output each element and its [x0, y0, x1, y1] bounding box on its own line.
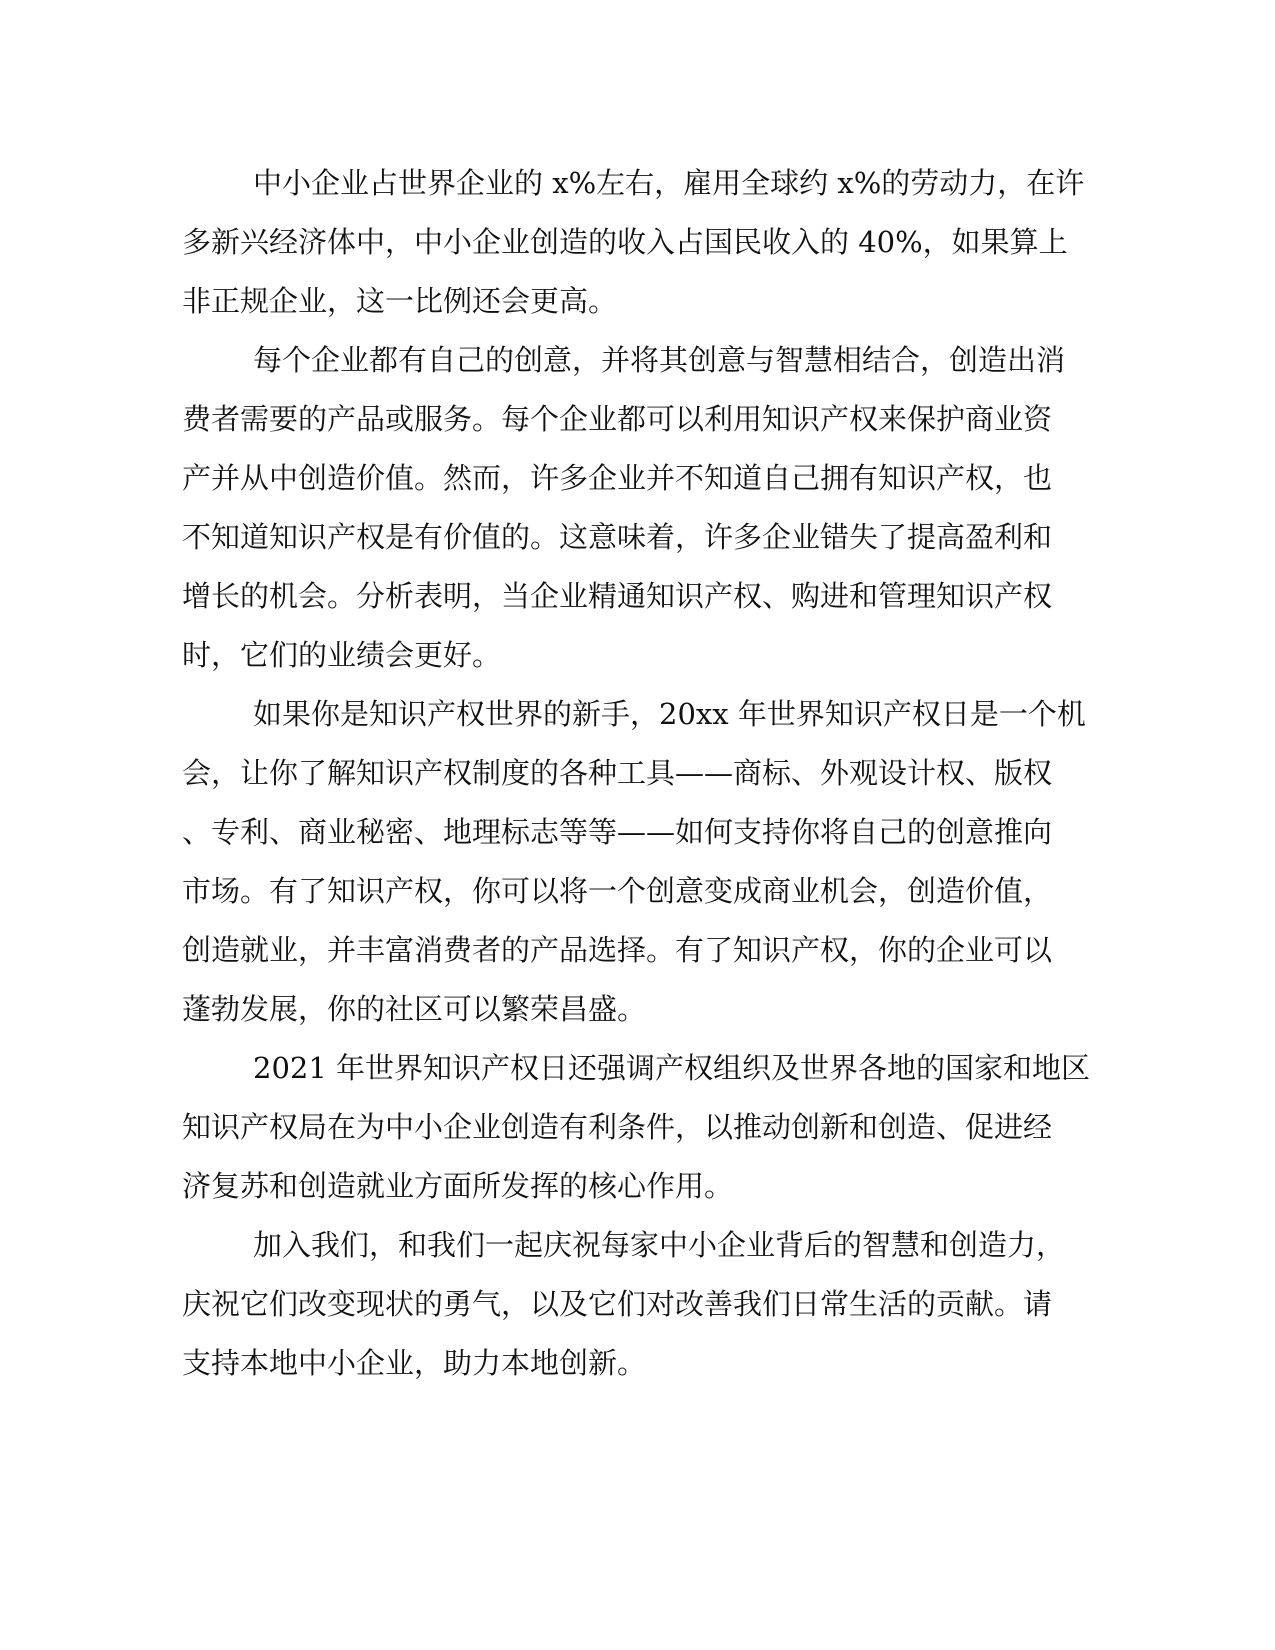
paragraph-line: 不知道知识产权是有价值的。这意味着，许多企业错失了提高盈利和: [182, 520, 1053, 554]
paragraph-line: 多新兴经济体中，中小企业创造的收入占国民收入的 40%，如果算上: [182, 225, 1068, 259]
paragraph-line: 知识产权局在为中小企业创造有利条件，以推动创新和创造、促进经: [182, 1110, 1053, 1144]
paragraph-line: 、专利、商业秘密、地理标志等等——如何支持你将自己的创意推向: [182, 815, 1053, 849]
paragraph-line: 增长的机会。分析表明，当企业精通知识产权、购进和管理知识产权: [182, 579, 1053, 613]
paragraph-line: 每个企业都有自己的创意，并将其创意与智慧相结合，创造出消: [253, 343, 1066, 377]
paragraph-line: 2021 年世界知识产权日还强调产权组织及世界各地的国家和地区: [253, 1051, 1091, 1085]
paragraph-4: [182, 1039, 1091, 1216]
paragraph-2: [182, 331, 1066, 685]
paragraph-line: 加入我们，和我们一起庆祝每家中小企业背后的智慧和创造力，: [253, 1228, 1066, 1262]
paragraph-line: 蓬勃发展，你的社区可以繁荣昌盛。: [182, 992, 647, 1026]
paragraph-line: 创造就业，并丰富消费者的产品选择。有了知识产权，你的企业可以: [182, 933, 1053, 967]
paragraph-line: 如果你是知识产权世界的新手，20xx 年世界知识产权日是一个机: [253, 697, 1086, 731]
paragraph-line: 非正规企业，这一比例还会更高。: [182, 284, 618, 318]
paragraph-line: 产并从中创造价值。然而，许多企业并不知道自己拥有知识产权，也: [182, 461, 1053, 495]
paragraph-line: 时，它们的业绩会更好。: [182, 638, 502, 672]
paragraph-line: 支持本地中小企业，助力本地创新。: [182, 1346, 647, 1380]
paragraph-line: 济复苏和创造就业方面所发挥的核心作用。: [182, 1169, 734, 1203]
paragraph-line: 市场。有了知识产权，你可以将一个创意变成商业机会，创造价值，: [182, 874, 1053, 908]
paragraph-5: [182, 1216, 1066, 1393]
document-body: [182, 154, 1091, 1393]
paragraph-line: 庆祝它们改变现状的勇气，以及它们对改善我们日常生活的贡献。请: [182, 1287, 1053, 1321]
paragraph-line: 会，让你了解知识产权制度的各种工具——商标、外观设计权、版权: [182, 756, 1053, 790]
paragraph-3: [182, 685, 1086, 1039]
paragraph-line: 中小企业占世界企业的 x%左右，雇用全球约 x%的劳动力，在许: [253, 166, 1085, 200]
paragraph-1: [182, 154, 1085, 331]
paragraph-line: 费者需要的产品或服务。每个企业都可以利用知识产权来保护商业资: [182, 402, 1053, 436]
